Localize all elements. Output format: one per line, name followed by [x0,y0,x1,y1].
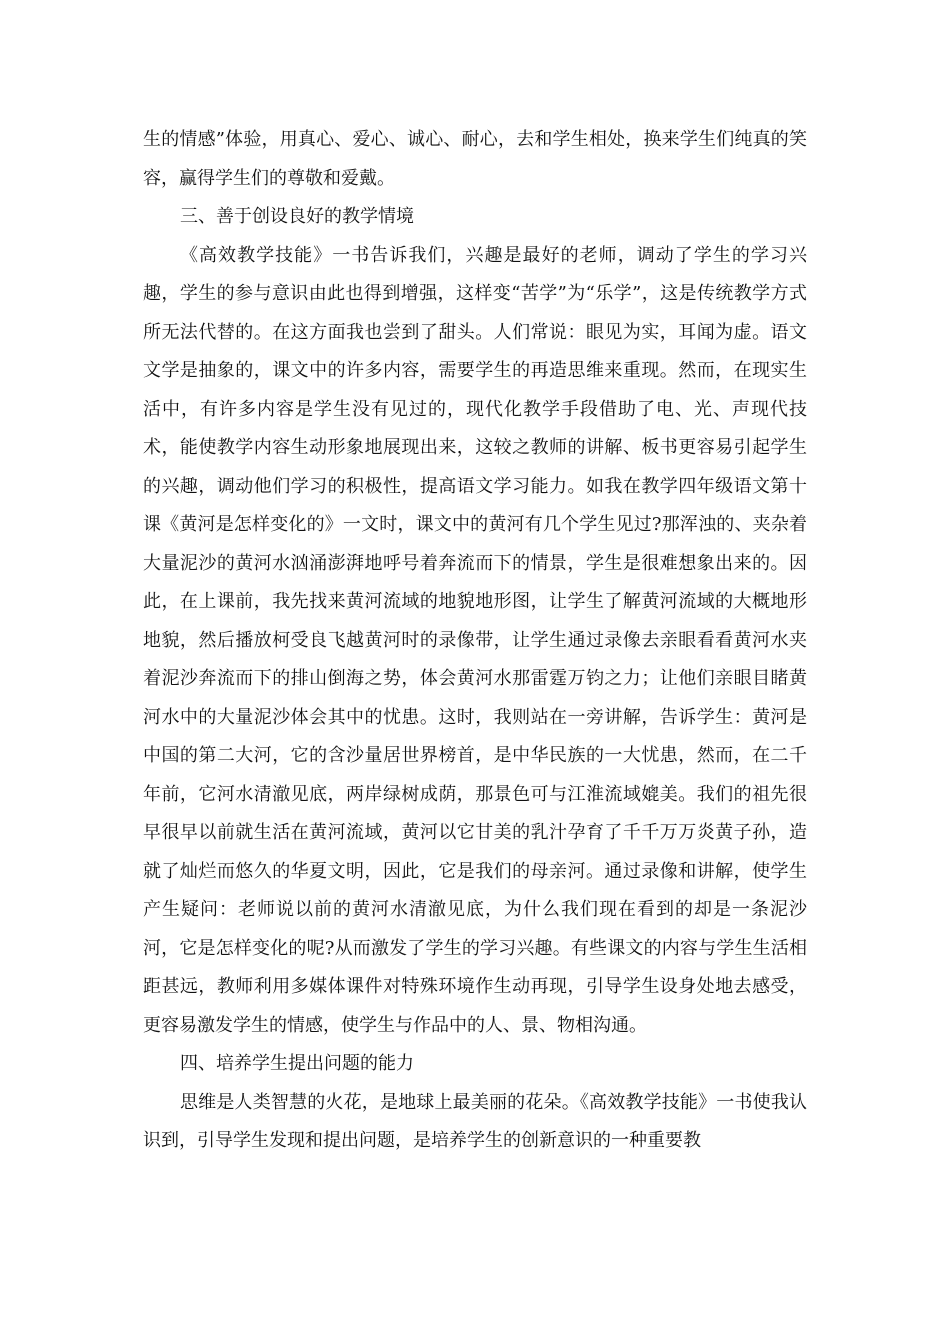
document-body [143,121,807,1161]
paragraph-teaching-context: 《高效教学技能》一书告诉我们，兴趣是最好的老师，调动了学生的学习兴趣，学生的参与意识由此也得到增强，这样变“苦学”为“乐学”，这是传统教学方式所无法代替的。在这方面我也尝到了甜头。人们常说：眼见为实，耳闻为虚。语文文学是抽象的，课文中的许多内容，需要学生的再造思维来重现。然而，在现实生活中，有许多内容是学生没有见过的，现代化教学手段借助了电、光、声现代技术，能使教学内容生动形象地展现出来，这较之教师的讲解、板书更容易引起学生的兴趣，调动他们学习的积极性，提高语文学习能力。如我在教学四年级语文第十课《黄河是怎样变化的》一文时，课文中的黄河有几个学生见过?那浑浊的、夹杂着大量泥沙的黄河水汹涌澎湃地呼号着奔流而下的情景，学生是很难想象出来的。因此，在上课前，我先找来黄河流域的地貌地形图，让学生了解黄河流域的大概地形地貌，然后播放柯受良飞越黄河时的录像带，让学生通过录像去亲眼看看黄河水夹着泥沙奔流而下的排山倒海之势，体会黄河水那雷霆万钧之力；让他们亲眼目睹黄河水中的大量泥沙体会其中的忧患。这时，我则站在一旁讲解，告诉学生：黄河是中国的第二大河，它的含沙量居世界榜首，是中华民族的一大忧患，然而，在二千年前，它河水清澈见底，两岸绿树成荫，那景色可与江淮流域媲美。我们的祖先很早很早以前就生活在黄河流域，黄河以它甘美的乳汁孕育了千千万万炎黄子孙，造就了灿烂而悠久的华夏文明，因此，它是我们的母亲河。通过录像和讲解，使学生产生疑问：老师说以前的黄河水清澈见底，为什么我们现在看到的却是一条泥沙河，它是怎样变化的呢?从而激发了学生的学习兴趣。有些课文的内容与学生生活相距甚远，教师利用多媒体课件对特殊环境作生动再现，引导学生设身处地去感受，更容易激发学生的情感，使学生与作品中的人、景、物相沟通。 [143,244,807,1036]
paragraph-continuation: 生的情感”体验，用真心、爱心、诚心、耐心，去和学生相处，换来学生们纯真的笑容，赢得学生们的尊敬和爱戴。 [143,129,807,189]
paragraph-questioning-ability: 思维是人类智慧的火花，是地球上最美丽的花朵。《高效教学技能》一书使我认识到，引导学生发现和提出问题，是培养学生的创新意识的一种重要教 [143,1091,807,1151]
section-heading-3: 三、善于创设良好的教学情境 [180,206,414,227]
section-heading-4: 四、培养学生提出问题的能力 [180,1053,414,1074]
